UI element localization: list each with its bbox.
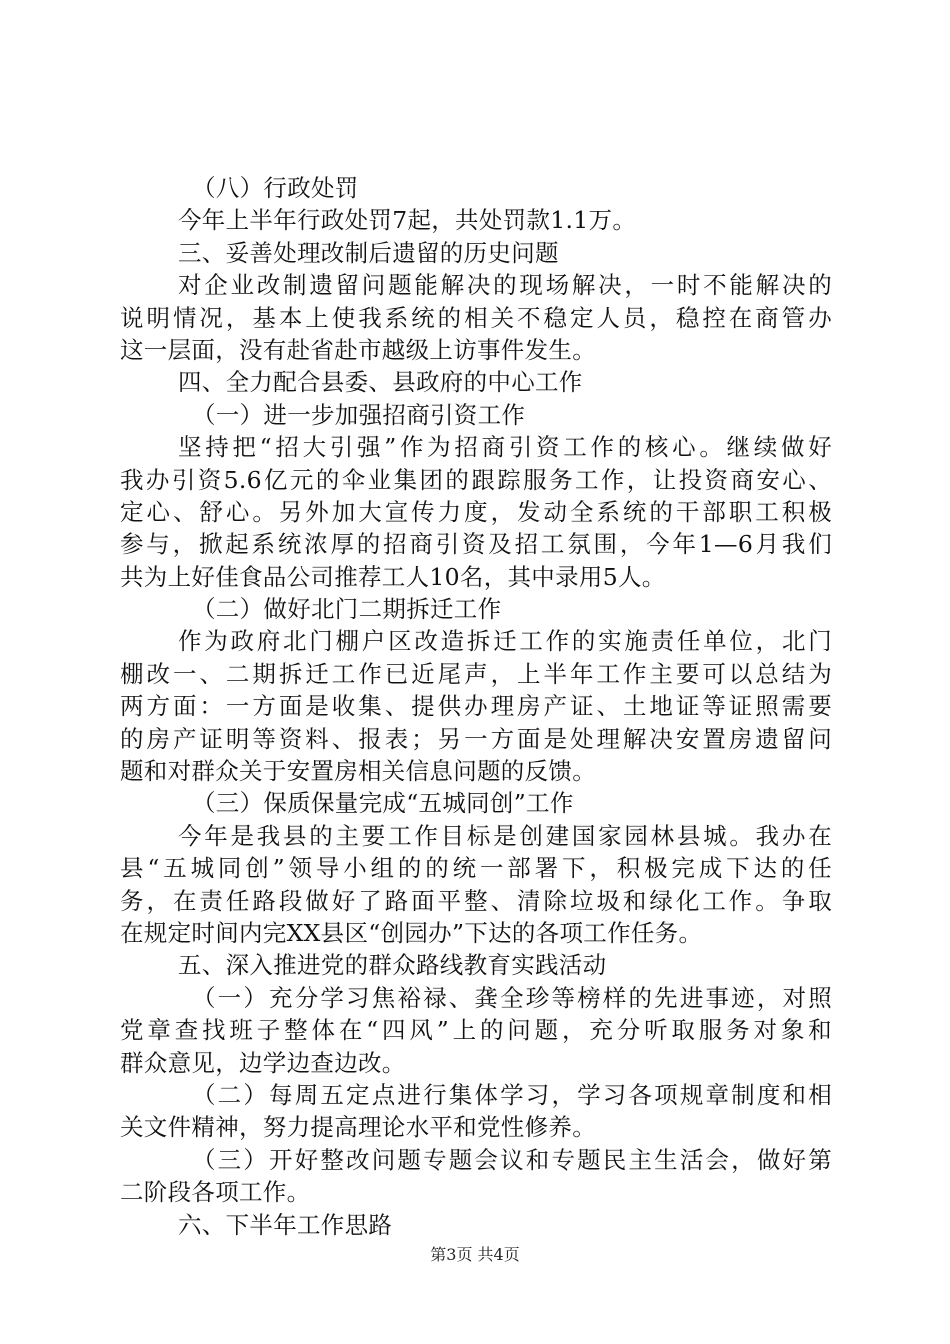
text-line: 作为政府北门棚户区改造拆迁工作的实施责任单位，北门 [178, 627, 832, 656]
text-line: （二）做好北门二期拆迁工作 [192, 595, 502, 624]
text-line: 今年上半年行政处罚7起，共处罚款1.1万。 [178, 206, 637, 235]
text-line: （一）进一步加强招商引资工作 [192, 400, 526, 429]
text-line: 参与，掀起系统浓厚的招商引资及招工氛围，今年1—6月我们 [120, 530, 832, 559]
page-footer: 第3页 共4页 [430, 1245, 520, 1264]
text-line: 县“五城同创”领导小组的的统一部署下，积极完成下达的任 [120, 854, 832, 883]
text-line: 三、妥善处理改制后遗留的历史问题 [178, 238, 559, 267]
text-line: （八）行政处罚 [192, 174, 359, 202]
text-line: 关文件精神，努力提高理论水平和党性修养。 [120, 1113, 596, 1142]
text-line: 题和对群众关于安置房相关信息问题的反馈。 [120, 757, 596, 786]
text-line: 棚改一、二期拆迁工作已近尾声，上半年工作主要可以总结为 [120, 659, 832, 688]
text-line: 共为上好佳食品公司推荐工人10名，其中录用5人。 [120, 562, 666, 591]
text-line: 今年是我县的主要工作目标是创建国家园林县城。我办在 [178, 821, 832, 850]
text-line: 务，在责任路段做好了路面平整、清除垃圾和绿化工作。争取 [120, 886, 832, 915]
text-line: 群众意见，边学边查边改。 [120, 1048, 406, 1077]
text-line: （三）开好整改问题专题会议和专题民主生活会，做好第 [192, 1145, 832, 1174]
text-line: 五、深入推进党的群众路线教育实践活动 [178, 951, 607, 980]
text-line: 六、下半年工作思路 [178, 1210, 393, 1239]
text-line: 在规定时间内完XX县区“创园办”下达的各项工作任务。 [120, 918, 703, 947]
text-line: 四、全力配合县委、县政府的中心工作 [178, 368, 583, 397]
text-line: 我办引资5.6亿元的伞业集团的跟踪服务工作，让投资商安心、 [120, 465, 832, 494]
text-line: 的房产证明等资料、报表；另一方面是处理解决安置房遗留问 [120, 724, 832, 753]
document-body [120, 172, 832, 1241]
text-line: 二阶段各项工作。 [120, 1178, 311, 1207]
text-line: （三）保质保量完成“五城同创”工作 [192, 789, 574, 818]
text-line: 两方面：一方面是收集、提供办理房产证、土地证等证照需要 [120, 692, 832, 721]
text-line: 党章查找班子整体在“四风”上的问题，充分听取服务对象和 [120, 1016, 832, 1045]
text-line: 对企业改制遗留问题能解决的现场解决，一时不能解决的 [178, 271, 832, 300]
text-line: 说明情况，基本上使我系统的相关不稳定人员，稳控在商管办 [120, 303, 832, 332]
text-line: 这一层面，没有赴省赴市越级上访事件发生。 [120, 335, 596, 364]
text-line: 定心、舒心。另外加大宣传力度，发动全系统的干部职工积极 [120, 497, 832, 526]
text-line: 坚持把“招大引强”作为招商引资工作的核心。继续做好 [178, 433, 832, 462]
text-line: （一）充分学习焦裕禄、龚全珍等榜样的先进事迹，对照 [192, 983, 832, 1012]
text-line: （二）每周五定点进行集体学习，学习各项规章制度和相 [192, 1080, 832, 1109]
